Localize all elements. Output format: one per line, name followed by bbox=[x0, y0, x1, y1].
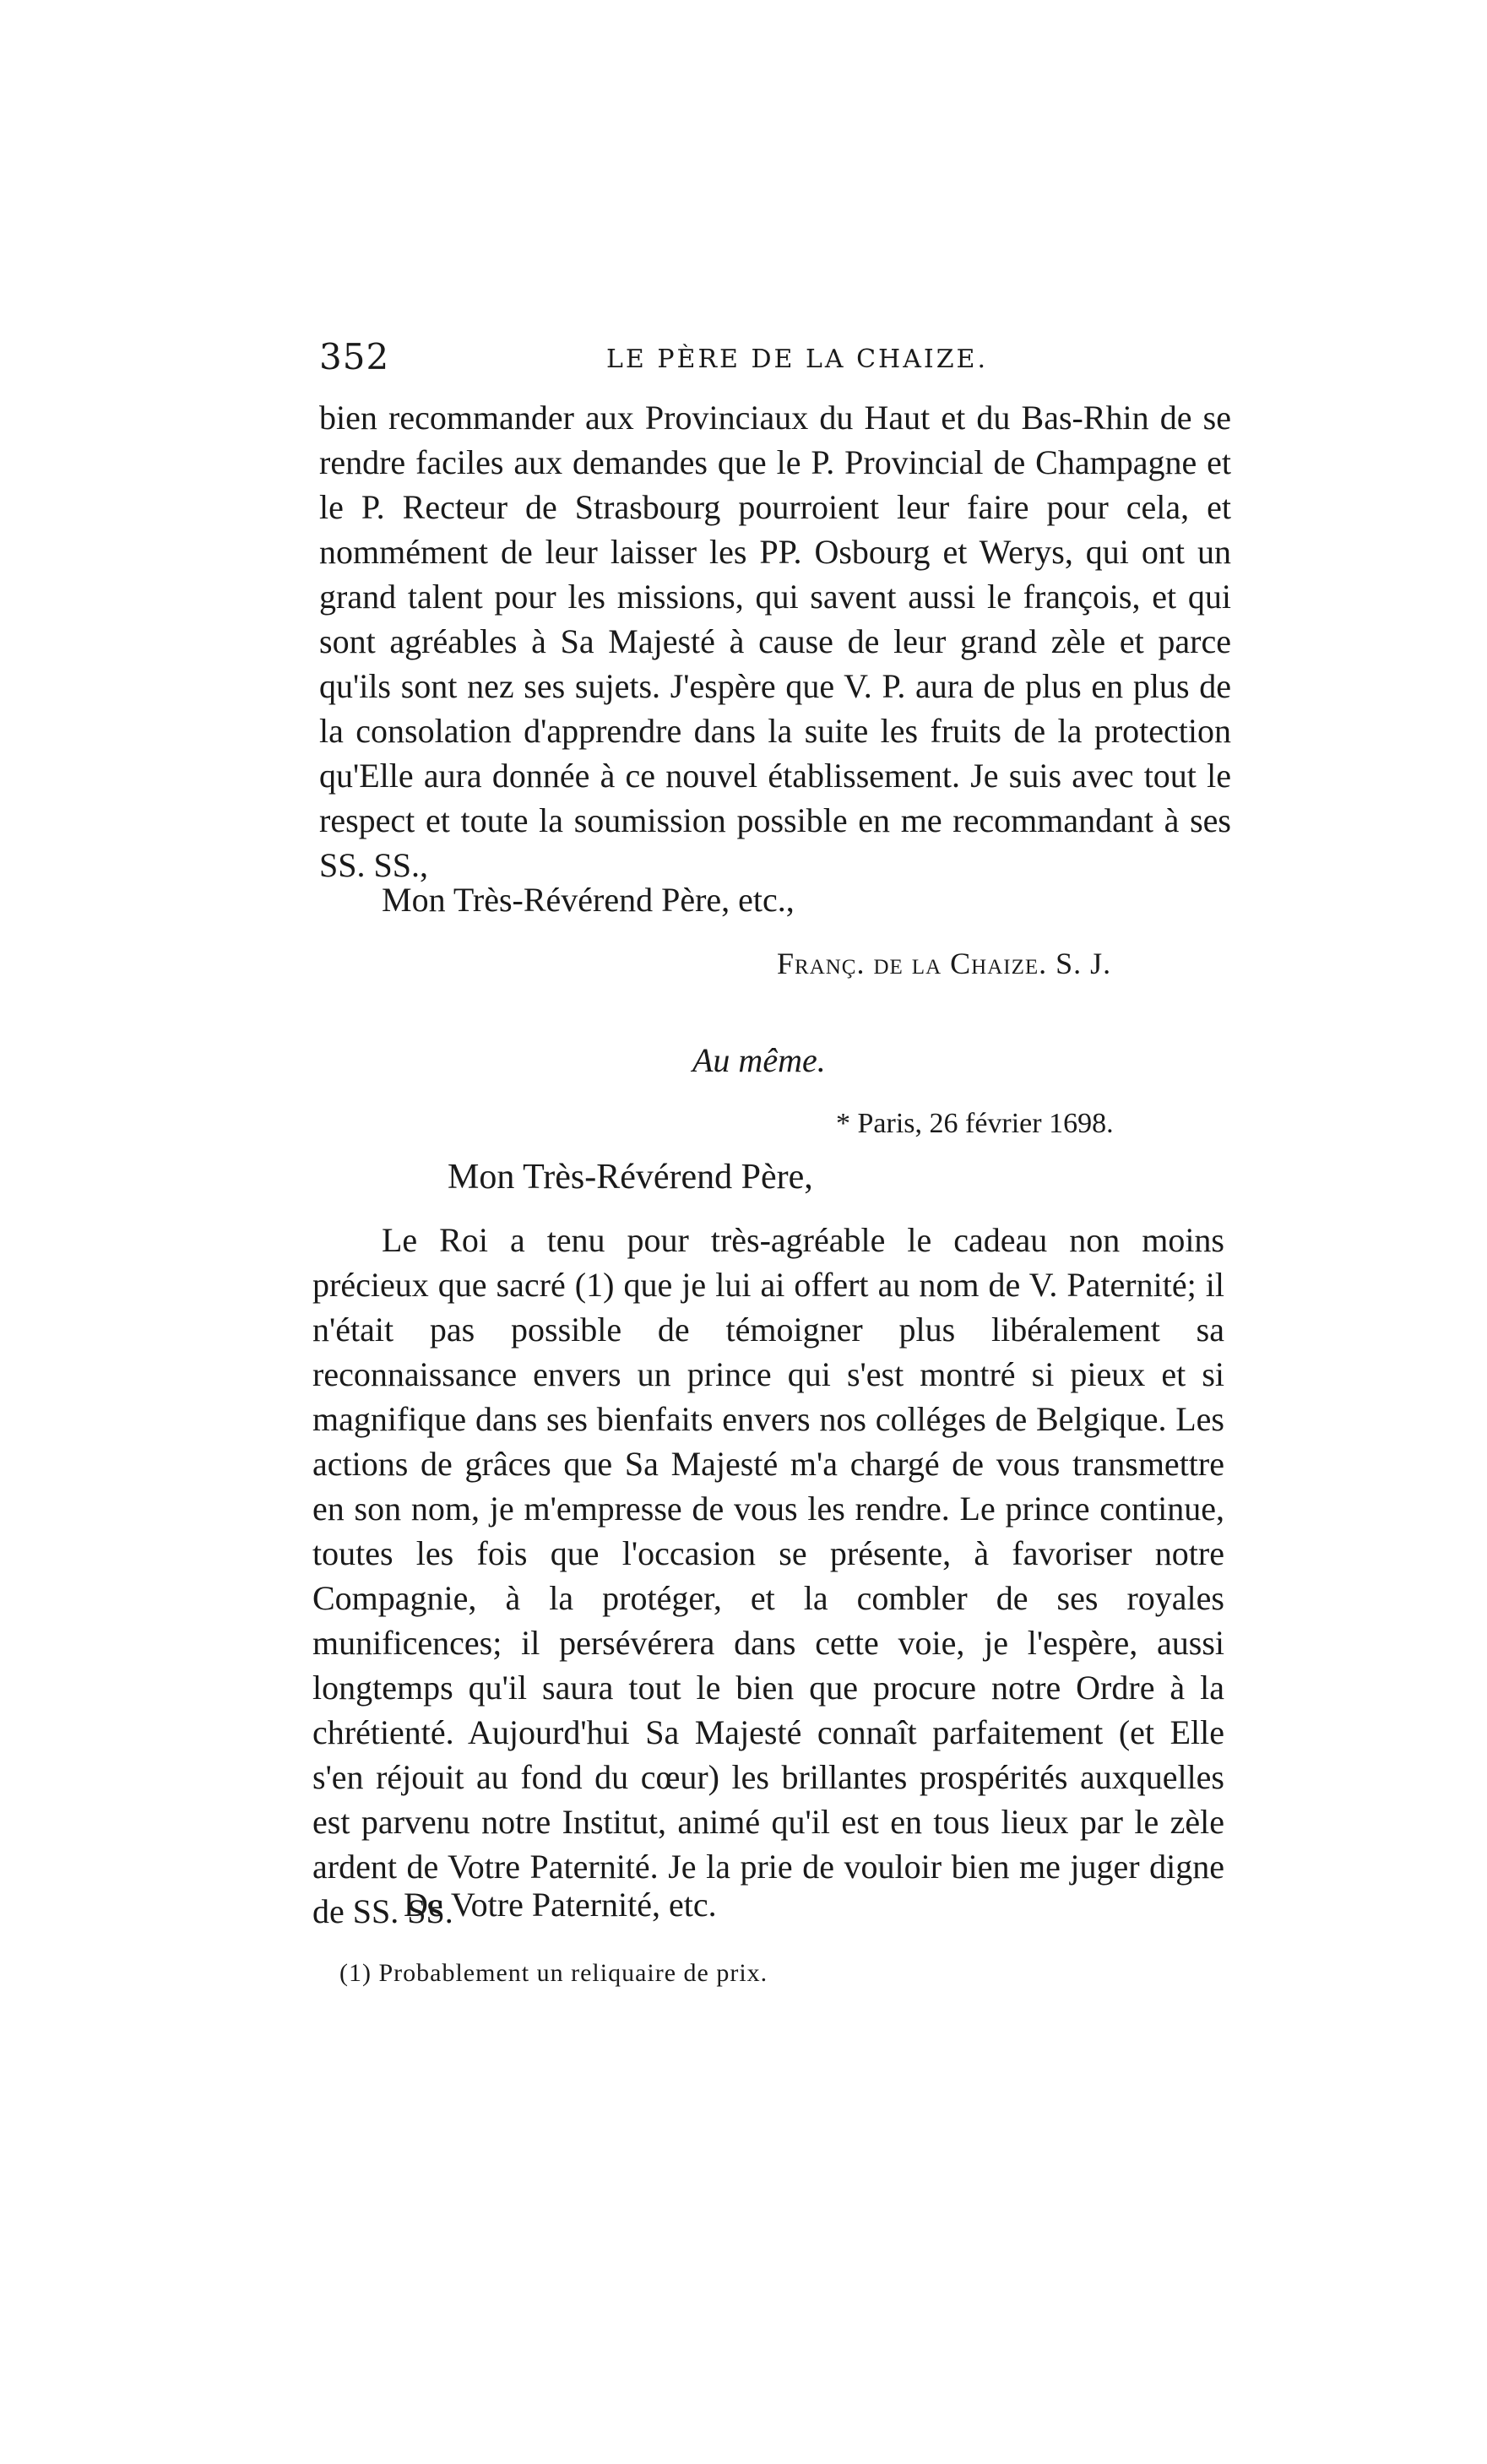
letter-2-dateline: * Paris, 26 février 1698. bbox=[836, 1108, 1114, 1139]
letter-1-closing: Mon Très-Révérend Père, etc., bbox=[382, 881, 795, 919]
letter-continuation-paragraph: bien recommander aux Provinciaux du Haut et du Bas-Rhin de se rendre faciles aux demandes que le P. Provincial de Champagne et le P. Recteur de Strasbourg pourroient leur faire pour cela, et nommément de leur laisser les PP. Osbourg et Werys, qui ont un grand talent pour les missions, qui savent aussi le françois, et qui sont agréables à Sa Majesté à cause de leur grand zèle et parce qu'ils sont nez ses sujets. J'espère que V. P. aura de plus en plus de la consolation d'apprendre dans la suite les fruits de la protection qu'Elle aura donnée à ce nouvel établissement. Je suis avec tout le respect et toute la soumission possible en me recommandant à ses SS. SS., bbox=[319, 399, 1231, 884]
letter-2-closing: De Votre Paternité, etc. bbox=[404, 1886, 717, 1924]
letter-2-salutation: Mon Très-Révérend Père, bbox=[448, 1158, 813, 1197]
letter-2-heading: Au même. bbox=[692, 1041, 826, 1079]
page-number: 352 bbox=[319, 336, 390, 377]
footnote: (1) Probablement un reliquaire de prix. bbox=[339, 1959, 768, 1987]
letter-1-signature: Franç. de la Chaize. S. J. bbox=[777, 947, 1112, 980]
running-title: LE PÈRE DE LA CHAIZE. bbox=[606, 345, 988, 374]
letter-2-paragraph: Le Roi a tenu pour très-agréable le cadeau non moins précieux que sacré (1) que je lui ai offert au nom de V. Paternité; il n'était pas possible de témoigner plus libéralement sa reconnaissance envers un prince qui s'est montré si pieux et si magnifique dans ses bienfaits envers nos colléges de Belgique. Les actions de grâces que Sa Majesté m'a chargé de vous transmettre en son nom, je m'empresse de vous les rendre. Le prince continue, toutes les fois que l'occasion se présente, à favoriser notre Compagnie, à la protéger, et la combler de ses royales munificences; il persévérera dans cette voie, je l'espère, aussi longtemps qu'il saura tout le bien que procure notre Ordre à la chrétienté. Aujourd'hui Sa Majesté connaît parfaitement (et Elle s'en réjouit au fond du cœur) les brillantes prospérités auxquelles est parvenu notre Institut, animé qu'il est en tous lieux par le zèle ardent de Votre Paternité. Je la prie de vouloir bien me juger digne de SS. SS. bbox=[312, 1221, 1224, 1930]
running-head bbox=[319, 336, 1172, 387]
